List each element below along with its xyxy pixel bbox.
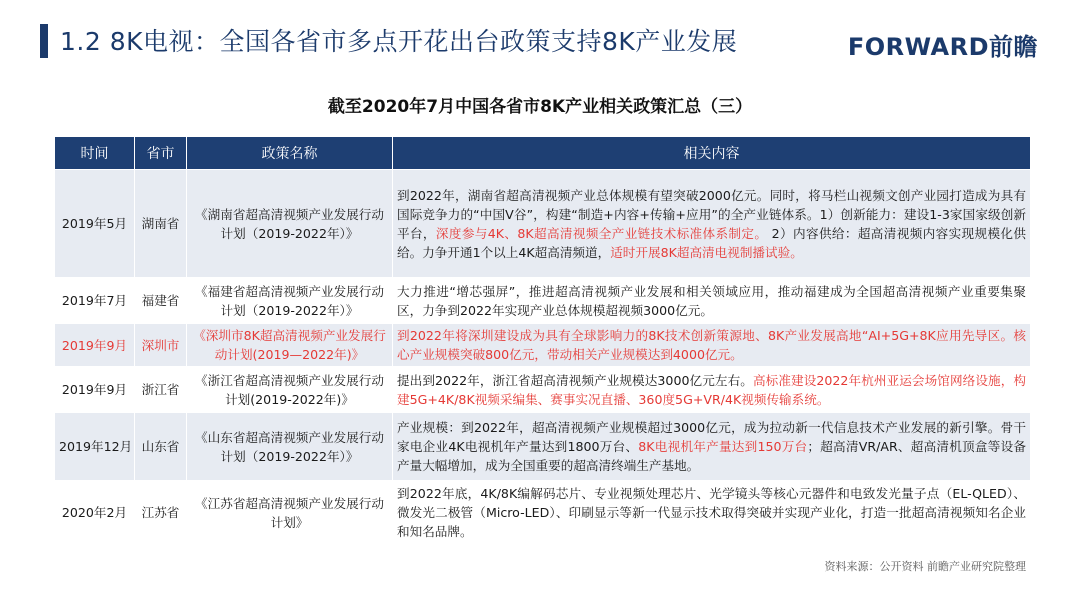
cell-province: 山东省 [135,413,187,481]
cell-content [393,278,1031,324]
cell-policy-name: 《江苏省超高清视频产业发展行动计划》 [187,481,393,545]
cell-content [393,324,1031,367]
column-header-content: 相关内容 [393,137,1031,170]
cell-policy-name: 《山东省超高清视频产业发展行动计划（2019-2022年）》 [187,413,393,481]
table-body [55,170,1031,545]
highlighted-text: 到2022年将深圳建设成为具有全球影响力的8K技术创新策源地、8K产业发展高地“AI+5G+8K应用先导区。核心产业规模突破800亿元，带动相关产业规模达到4000亿元。 [397,328,1026,362]
cell-content [393,413,1031,481]
cell-time: 2019年5月 [55,170,135,278]
policy-table [54,136,1031,545]
cell-time: 2019年12月 [55,413,135,481]
cell-policy-name: 《浙江省超高清视频产业发展行动计划(2019-2022年)》 [187,367,393,413]
cell-policy-name: 《湖南省超高清视频产业发展行动计划（2019-2022年）》 [187,170,393,278]
table-title: 截至2020年7月中国各省市8K产业相关政策汇总（三） [327,97,753,117]
highlighted-text: 深度参与4K、8K超高清视频全产业链技术标准体系制定。 [435,225,768,241]
table-row [55,481,1031,545]
content-text: ；超高清VR/AR、超高清机顶盒等设备产量大幅增加，成为全国重要的超高清终端生产基地。 [397,439,1027,473]
table-row [55,278,1031,324]
content-text: 产业规模：到2022年，超高清视频产业规模超过3000亿元，成为拉动新一代信息技术产业发展的新引擎。骨干家电企业4K电视机年产量达到1800万台、 [397,420,1026,454]
cell-content [393,481,1031,545]
slide-title: 1.2 8K电视：全国各省市多点开花出台政策支持8K产业发展 [60,27,738,56]
table-header-row [55,137,1031,170]
cell-time: 2020年2月 [55,481,135,545]
cell-province: 江苏省 [135,481,187,545]
content-text: 到2022年底，4K/8K编解码芯片、专业视频处理芯片、光学镜头等核心元器件和电致发光量子点（EL-QLED）、微发光二极管（Micro-LED）、印刷显示等新一代显示技术取得突破并实现产业化，打造一批超高清视频知名企业和知名品牌。 [397,486,1026,539]
cell-province: 福建省 [135,278,187,324]
cell-content [393,367,1031,413]
table-row [55,170,1031,278]
cell-province: 深圳市 [135,324,187,367]
table-row [55,367,1031,413]
title-accent-bar [40,24,48,58]
column-header-time: 时间 [55,137,135,170]
highlighted-text: 8K电视机年产量达到150万台 [638,439,808,454]
cell-policy-name: 《福建省超高清视频产业发展行动计划（2019-2022年）》 [187,278,393,324]
column-header-province: 省市 [135,137,187,170]
content-text: 到2022年，湖南省超高清视频产业总体规模有望突破2000亿元。同时，将马栏山视频文创产业园打造成为具有国际竞争力的“中国V谷”，构建“制造+内容+传输+应用”的全产业链体系。1）创新能力：建设1-3家国家级创新平台， [397,187,1026,241]
cell-time: 2019年9月 [55,367,135,413]
table-row [55,413,1031,481]
content-text: 2）内容供给：超高清视频内容实现规模化供给。力争开通1个以上4K超高清频道， [397,225,1026,260]
highlighted-text: 适时开展8K超高清电视制播试验。 [610,244,803,260]
content-text: 提出到2022年，浙江省超高清视频产业规模达3000亿元左右。 [397,372,753,388]
content-text: 大力推进“增芯强屏”，推进超高清视频产业发展和相关领域应用，推动福建成为全国超高清视频产业重要集聚区，力争到2022年实现产业总体规模超视频3000亿元。 [397,283,1026,318]
source-note: 资料来源：公开资料 前瞻产业研究院整理 [824,560,1026,573]
cell-time: 2019年7月 [55,278,135,324]
forward-logo: FORWARD前瞻 [847,33,1038,61]
highlighted-text: 高标准建设2022年杭州亚运会场馆网络设施，构建5G+4K/8K视频采编集、赛事实况直播、360度5G+VR/4K视频传输系统。 [397,372,1026,407]
cell-province: 湖南省 [135,170,187,278]
cell-policy-name: 《深圳市8K超高清视频产业发展行动计划(2019—2022年)》 [187,324,393,367]
cell-content [393,170,1031,278]
table-row [55,324,1031,367]
cell-province: 浙江省 [135,367,187,413]
column-header-policy: 政策名称 [187,137,393,170]
cell-time: 2019年9月 [55,324,135,367]
